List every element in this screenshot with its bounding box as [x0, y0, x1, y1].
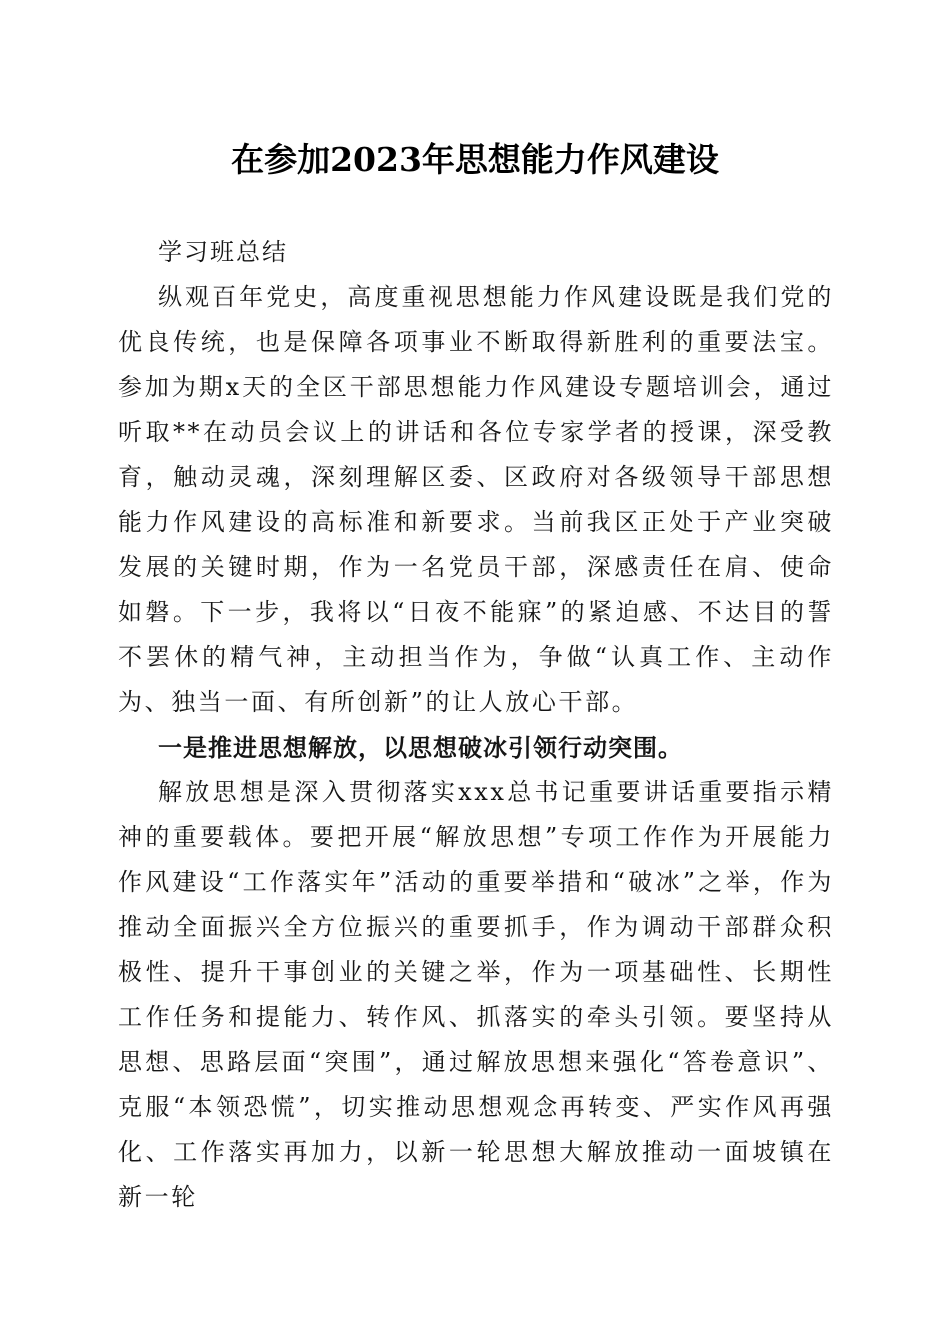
- document-subtitle: 学习班总结: [158, 238, 288, 266]
- section-heading: 一是推进思想解放，以思想破冰引领行动突围。: [158, 733, 683, 762]
- document-body: [118, 230, 834, 1220]
- document-title: 在参加2023年思想能力作风建设: [231, 140, 719, 179]
- intro-paragraph: 纵观百年党史，高度重视思想能力作风建设既是我们党的优良传统，也是保障各项事业不断取得新胜利的重要法宝。参加为期x天的全区干部思想能力作风建设专题培训会，通过听取**在动员会议上的讲话和各位专家学者的授课，深受教育，触动灵魂，深刻理解区委、区政府对各级领导干部思想能力作风建设的高标准和新要求。当前我区正处于产业突破发展的关键时期，作为一名党员干部，深感责任在肩、使命如磐。下一步，我将以“日夜不能寐”的紧迫感、不达目的誓不罢休的精气神，主动担当作为，争做“认真工作、主动作为、独当一面、有所创新”的让人放心干部。: [118, 283, 834, 716]
- section-paragraph: 解放思想是深入贯彻落实xxx总书记重要讲话重要指示精神的重要载体。要把开展“解放思想”专项工作作为开展能力作风建设“工作落实年”活动的重要举措和“破冰”之举，作为推动全面振兴全方位振兴的重要抓手，作为调动干部群众积极性、提升干事创业的关键之举，作为一项基础性、长期性工作任务和提能力、转作风、抓落实的牵头引领。要坚持从思想、思路层面“突围”，通过解放思想来强化“答卷意识”、克服“本领恐慌”，切实推动思想观念再转变、严实作风再强化、工作落实再加力，以新一轮思想大解放推动一面坡镇在新一轮: [118, 778, 834, 1211]
